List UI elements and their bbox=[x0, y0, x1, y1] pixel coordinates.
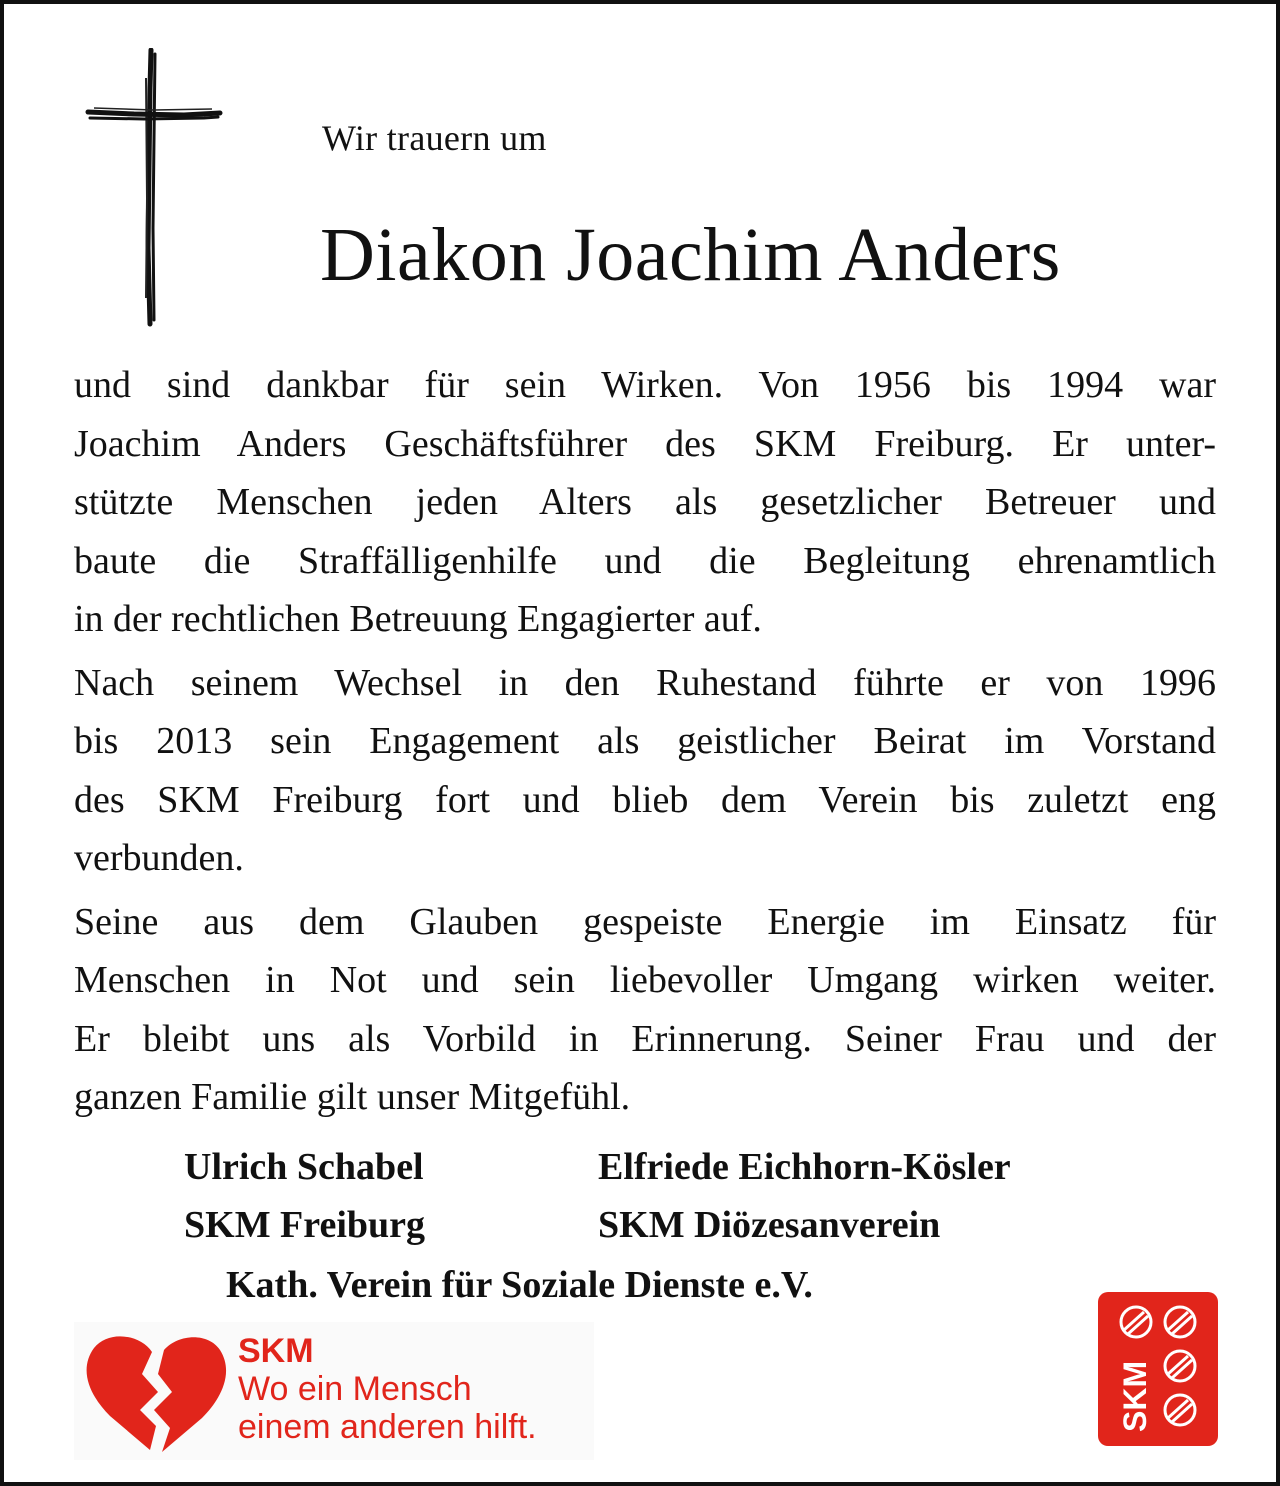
signature-left-name: Ulrich Schabel bbox=[184, 1146, 424, 1188]
signature-left bbox=[184, 1138, 425, 1254]
logo-brand: SKM bbox=[238, 1332, 314, 1370]
signature-right-org: SKM Diözesanverein bbox=[598, 1204, 941, 1246]
text-line: und sind dankbar für sein Wirken. Von 1956 bis 1994 war bbox=[74, 364, 1216, 406]
text-line: baute die Straffälligenhilfe und die Begleitung ehrenamtlich bbox=[74, 539, 1216, 582]
signature-right bbox=[598, 1138, 1011, 1254]
broken-heart-icon bbox=[82, 1330, 230, 1454]
text-line: Menschen in Not und sein liebevoller Umgang wirken weiter. bbox=[74, 959, 1216, 1001]
text-line: Joachim Anders Geschäftsführer des SKM Freiburg. Er unter- bbox=[74, 422, 1216, 465]
skm-logo bbox=[74, 1322, 594, 1460]
text-line: des SKM Freiburg fort und blieb dem Verein bis zuletzt eng bbox=[74, 778, 1216, 821]
paragraph-3 bbox=[74, 893, 1216, 1127]
paragraph-1 bbox=[74, 356, 1216, 649]
signature-right-name: Elfriede Eichhorn-Kösler bbox=[598, 1146, 1011, 1188]
cross-icon bbox=[84, 48, 224, 328]
text-line: in der rechtlichen Betreuung Engagierter auf. bbox=[74, 598, 762, 640]
badge-text: SKM bbox=[1117, 1360, 1153, 1432]
deceased-name: Diakon Joachim Anders bbox=[320, 213, 1061, 297]
signature-left-org: SKM Freiburg bbox=[184, 1204, 426, 1246]
logo-tagline-2: einem anderen hilft. bbox=[238, 1408, 537, 1446]
text-line: verbunden. bbox=[74, 837, 244, 879]
intro-text: Wir trauern um bbox=[322, 118, 547, 158]
text-line: bis 2013 sein Engagement als geistlicher Beirat im Vorstand bbox=[74, 720, 1216, 762]
text-line: ganzen Familie gilt unser Mitgefühl. bbox=[74, 1076, 631, 1118]
logo-tagline-1: Wo ein Mensch bbox=[238, 1370, 472, 1408]
text-line: Er bleibt uns als Vorbild in Erinnerung. Seiner Frau und der bbox=[74, 1017, 1216, 1060]
signature-organization: Kath. Verein für Soziale Dienste e.V. bbox=[226, 1264, 813, 1306]
text-line: Nach seinem Wechsel in den Ruhestand führte er von 1996 bbox=[74, 661, 1216, 704]
logo-text bbox=[238, 1332, 537, 1446]
text-line: Seine aus dem Glauben gespeiste Energie im Einsatz für bbox=[74, 900, 1216, 943]
obituary-body bbox=[74, 356, 1216, 1132]
text-line: stützte Menschen jeden Alters als gesetzlicher Betreuer und bbox=[74, 481, 1216, 523]
paragraph-2 bbox=[74, 654, 1216, 888]
skm-badge-icon bbox=[1098, 1292, 1218, 1446]
